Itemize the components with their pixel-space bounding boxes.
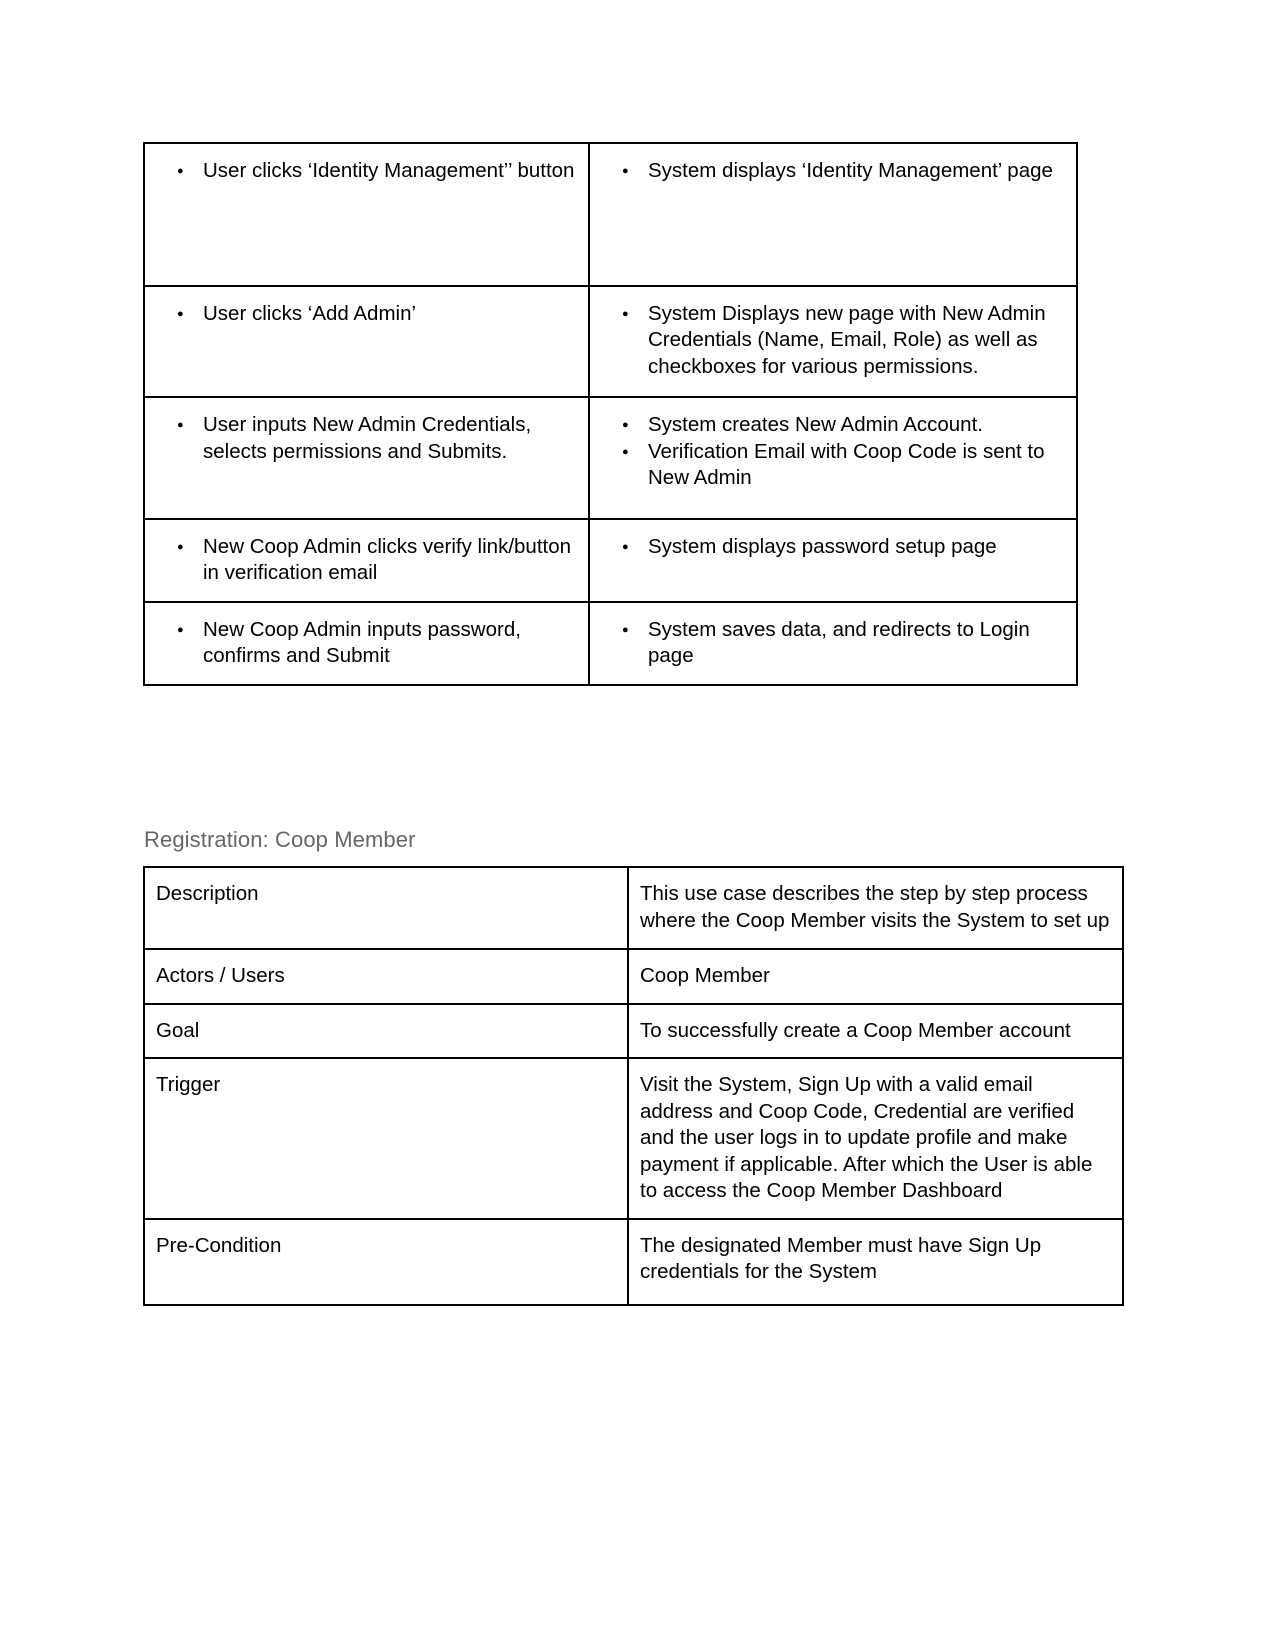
- usecase-label: Trigger: [156, 1073, 221, 1096]
- table-row: [144, 286, 1077, 398]
- table-row: [144, 519, 1077, 602]
- usecase-value-cell: [628, 949, 1123, 1004]
- table-row: [144, 1219, 1123, 1305]
- list-item: ● Verification Email with Coop Code is sent to New Admin: [648, 439, 1066, 492]
- system-step-list: [590, 144, 1076, 285]
- list-item: ● User inputs New Admin Credentials, selects permissions and Submits.: [203, 412, 578, 465]
- actor-step-list: [145, 287, 588, 344]
- list-item: ● User clicks ‘Add Admin’: [203, 301, 578, 328]
- usecase-label-cell: [144, 1219, 628, 1305]
- list-item: ● User clicks ‘Identity Management’’ button: [203, 158, 578, 185]
- system-step-cell: [589, 286, 1077, 398]
- table-row: [144, 397, 1077, 519]
- actor-step-cell: [144, 519, 589, 602]
- system-step-list: [590, 603, 1076, 684]
- usecase-label: Goal: [156, 1018, 200, 1042]
- system-step-list: [590, 398, 1076, 518]
- table-row: [144, 143, 1077, 286]
- usecase-value: To successfully create a Coop Member account: [640, 1018, 1071, 1042]
- table-row: [144, 867, 1123, 949]
- usecase-label: Actors / Users: [156, 964, 285, 987]
- list-item: ● System displays ‘Identity Management’ page: [648, 158, 1066, 185]
- usecase-label: Pre-Condition: [156, 1233, 282, 1257]
- admin-registration-steps-table: [143, 142, 1078, 686]
- usecase-value: The designated Member must have Sign Up credentials for the System: [640, 1233, 1042, 1283]
- system-step-cell: [589, 397, 1077, 519]
- system-step-cell: [589, 519, 1077, 602]
- table-row: [144, 1004, 1123, 1059]
- actor-step-list: [145, 520, 588, 601]
- system-step-list: [590, 520, 1076, 575]
- usecase-value-cell: [628, 1219, 1123, 1305]
- actor-step-list: [145, 603, 588, 684]
- list-item: ● System Displays new page with New Admin Credentials (Name, Email, Role) as well as checkboxes for various permissions.: [648, 301, 1066, 381]
- actor-step-list: [145, 398, 588, 491]
- actor-step-cell: [144, 143, 589, 286]
- usecase-label-cell: [144, 1004, 628, 1059]
- usecase-value: Coop Member: [640, 964, 770, 987]
- system-step-list: [590, 287, 1076, 397]
- system-step-cell: [589, 602, 1077, 685]
- list-item: ● System displays password setup page: [648, 534, 1066, 561]
- usecase-value: This use case describes the step by step process where the Coop Member visits the System to set up: [640, 882, 1110, 932]
- list-item: ● System saves data, and redirects to Login page: [648, 617, 1066, 670]
- table-row: [144, 1058, 1123, 1219]
- usecase-value-cell: [628, 1004, 1123, 1059]
- usecase-label-cell: [144, 867, 628, 949]
- usecase-label-cell: [144, 1058, 628, 1219]
- actor-step-list: [145, 144, 588, 285]
- section-heading: Registration: Coop Member: [144, 827, 416, 852]
- list-item: ● New Coop Admin clicks verify link/button in verification email: [203, 534, 578, 587]
- table-row: [144, 949, 1123, 1004]
- usecase-value-cell: [628, 867, 1123, 949]
- actor-step-cell: [144, 602, 589, 685]
- usecase-label: Description: [156, 882, 259, 905]
- usecase-value-cell: [628, 1058, 1123, 1219]
- actor-step-cell: [144, 397, 589, 519]
- actor-step-cell: [144, 286, 589, 398]
- usecase-value: Visit the System, Sign Up with a valid email address and Coop Code, Credential are verified and the user logs in to update profile and make payment if applicable. After which the User is able to access the Coop Member Dashboard: [640, 1073, 1093, 1202]
- coop-member-registration-usecase-table: [143, 866, 1124, 1306]
- list-item: ● System creates New Admin Account.: [648, 412, 1066, 439]
- system-step-cell: [589, 143, 1077, 286]
- usecase-label-cell: [144, 949, 628, 1004]
- table-row: [144, 602, 1077, 685]
- list-item: ● New Coop Admin inputs password, confirms and Submit: [203, 617, 578, 670]
